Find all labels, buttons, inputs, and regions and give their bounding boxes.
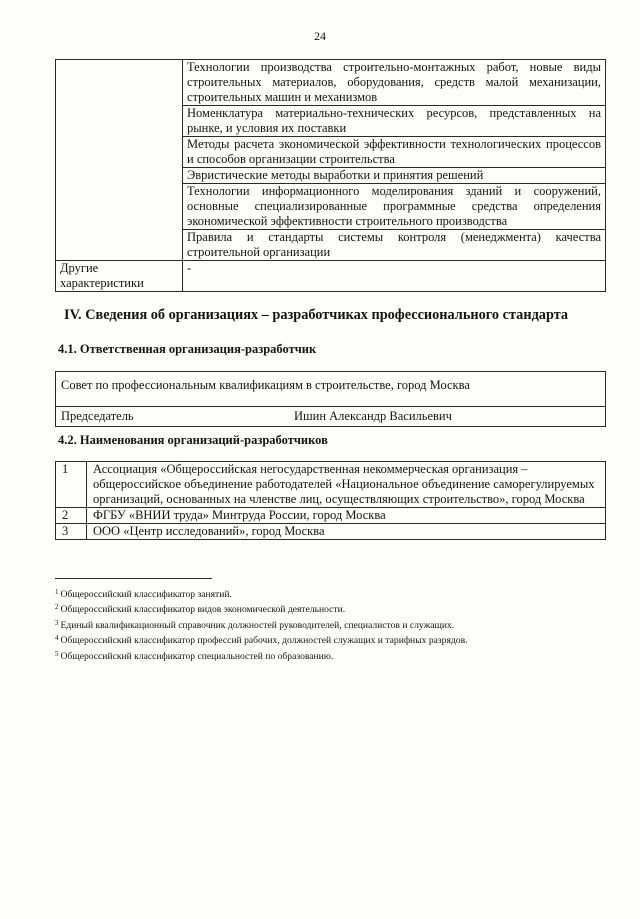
footnote-mark: 2	[55, 603, 59, 612]
footnote-text: Общероссийский классификатор специальностей по образованию.	[60, 650, 334, 662]
table-row	[56, 462, 606, 508]
footnote-text: Общероссийский классификатор профессий рабочих, должностей служащих и тарифных разрядов.	[60, 635, 468, 647]
table-row	[56, 407, 606, 427]
skills-table	[55, 59, 606, 292]
table-cell: Методы расчета экономической эффективности технологических процессов и способов организации строительства	[183, 137, 606, 168]
table-row	[56, 508, 606, 524]
table-cell: Эвристические методы выработки и принятия решений	[183, 168, 606, 184]
table-cell: Технологии производства строительно-монтажных работ, новые виды строительных материалов, оборудования, средств малой механизации, строительных машин и механизмов	[183, 60, 606, 106]
footnote-mark: 1	[55, 588, 59, 596]
table-row	[56, 524, 606, 540]
footnote-divider	[55, 578, 212, 579]
footnote	[55, 648, 615, 663]
footnote	[55, 632, 615, 647]
row-number: 1	[56, 462, 87, 508]
row-number: 2	[56, 508, 87, 524]
footnote-text: Единый квалификационный справочник должностей руководителей, специалистов и служащих.	[60, 619, 455, 631]
section-title: IV. Сведения об организациях – разработчиках профессионального стандарта	[64, 307, 569, 323]
table-cell: Технологии информационного моделирования зданий и сооружений, основные специализированные программные средства определения экономической эффективности строительного производства	[183, 184, 606, 230]
footnotes	[55, 586, 615, 663]
table-cell: Номенклатура материально-технических ресурсов, представленных на рынке, и условия их поставки	[183, 106, 606, 137]
chairman-role: Председатель	[56, 407, 290, 427]
other-characteristics-value: -	[183, 261, 606, 292]
footnote	[55, 617, 615, 632]
responsible-org-name: Совет по профессиональным квалификациям в строительстве, город Москва	[56, 372, 606, 407]
table-cell	[56, 60, 183, 261]
table-row	[56, 372, 606, 407]
footnote-mark: 4	[55, 634, 59, 643]
responsible-org-table	[55, 371, 606, 427]
chairman-name: Ишин Александр Васильевич	[289, 407, 606, 427]
footnote	[55, 601, 615, 616]
responsible-org-heading: 4.1. Ответственная организация-разработчик	[58, 342, 317, 356]
developer-org-name: Ассоциация «Общероссийская негосударственная некоммерческая организация – общероссийское объединение работодателей «Национальное объединение саморегулируемых организаций, основанных на членстве лиц, осуществляющих строительство», город Москва	[87, 462, 606, 508]
footnote-mark: 3	[55, 618, 59, 627]
developer-orgs-heading: 4.2. Наименования организаций-разработчиков	[58, 433, 328, 447]
page-number: 24	[314, 29, 326, 43]
footnote	[55, 586, 615, 601]
table-cell: Правила и стандарты системы контроля (менеджмента) качества строительной организации	[183, 230, 606, 261]
row-number: 3	[56, 524, 87, 540]
table-row	[56, 261, 606, 292]
footnote-text: Общероссийский классификатор видов экономической деятельности.	[60, 604, 346, 616]
footnote-text: Общероссийский классификатор занятий.	[60, 589, 232, 600]
developer-org-name: ФГБУ «ВНИИ труда» Минтруда России, город Москва	[87, 508, 606, 524]
footnote-mark: 5	[55, 649, 59, 658]
table-row	[56, 60, 606, 106]
developer-orgs-table	[55, 461, 606, 540]
other-characteristics-label: Другие характеристики	[56, 261, 183, 292]
developer-org-name: ООО «Центр исследований», город Москва	[87, 524, 606, 540]
